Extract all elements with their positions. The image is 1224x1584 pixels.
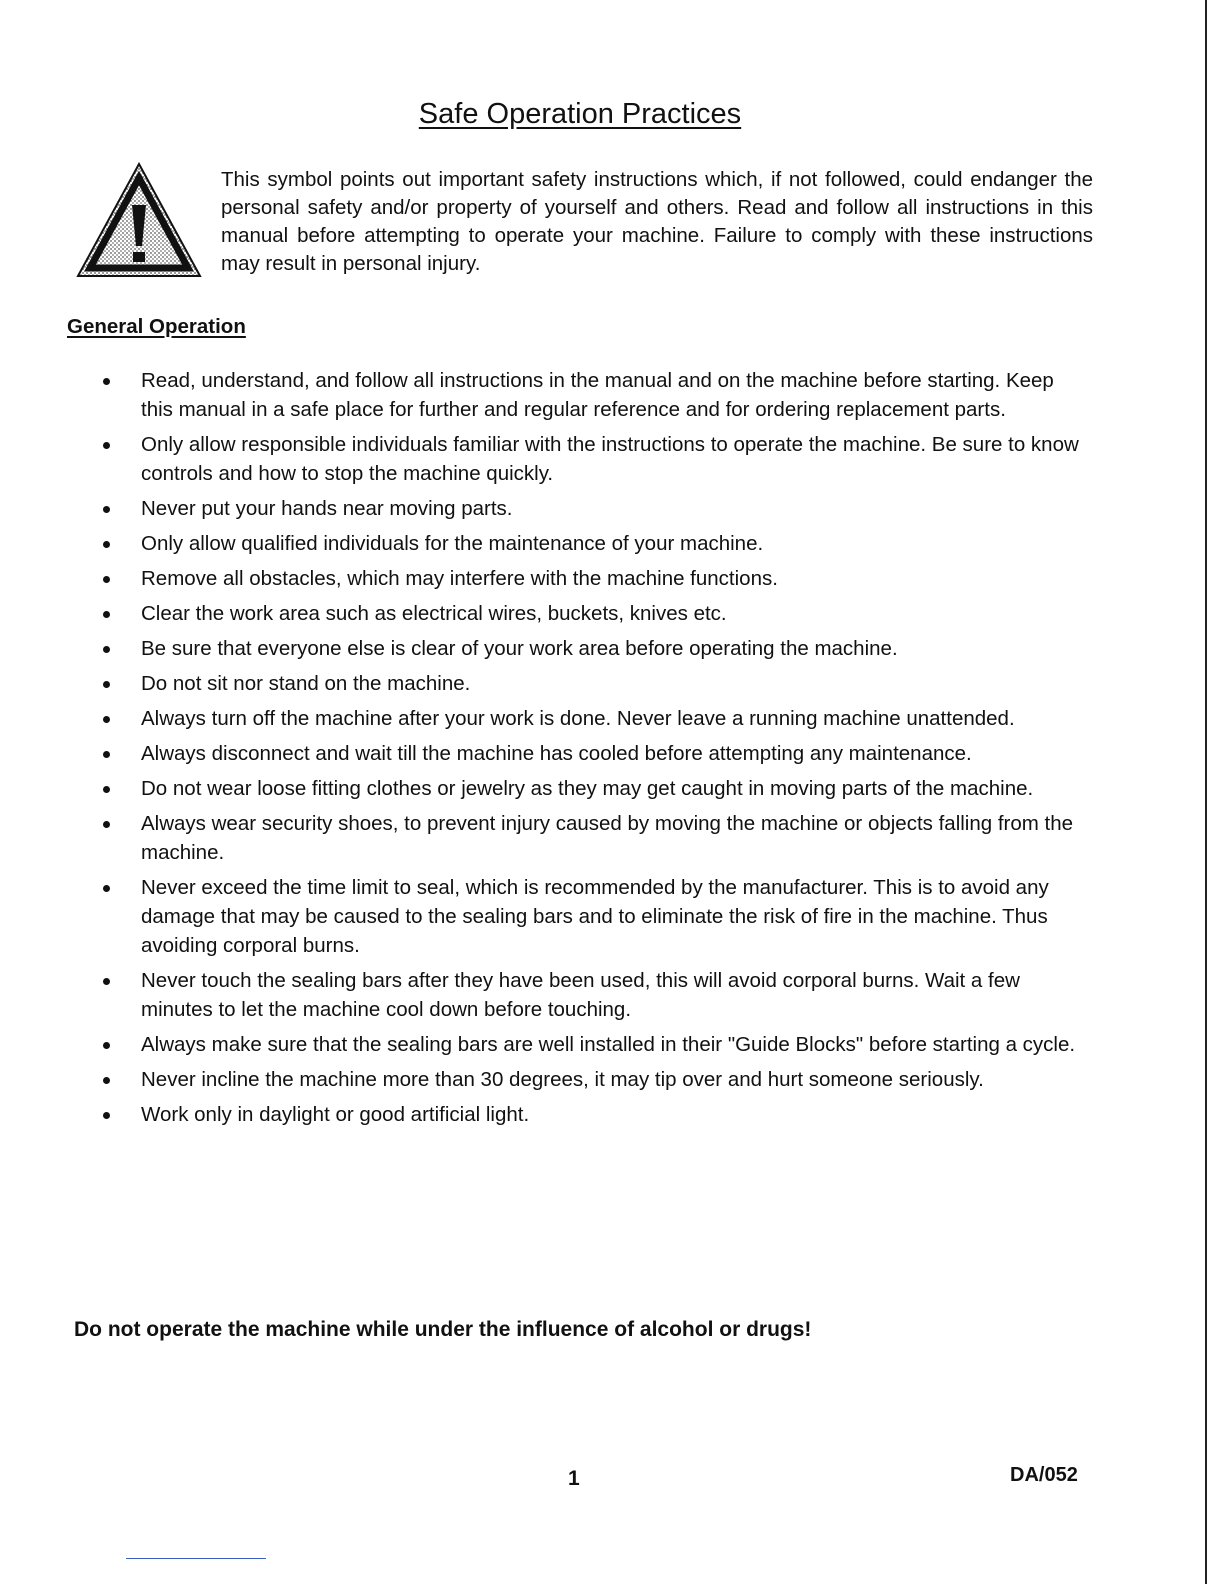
- list-item-text: Only allow qualified individuals for the maintenance of your machine.: [141, 532, 764, 555]
- list-item-text: Always make sure that the sealing bars are well installed in their "Guide Blocks" before starting a cycle.: [141, 1033, 1076, 1056]
- bullet-icon: [103, 506, 110, 513]
- list-item-text: Read, understand, and follow all instructions in the manual and on the machine before starting. Keep this manual in a safe place for further and regular reference and for ordering replacement parts.: [141, 369, 1054, 421]
- list-item: [100, 873, 1090, 960]
- list-item: [100, 529, 1090, 558]
- bullet-icon: [103, 541, 110, 548]
- safety-bullet-list: [100, 366, 1090, 1135]
- list-item-text: Never put your hands near moving parts.: [141, 497, 513, 520]
- list-item-text: Never incline the machine more than 30 degrees, it may tip over and hurt someone seriously.: [141, 1068, 984, 1091]
- intro-paragraph: This symbol points out important safety instructions which, if not followed, could endanger the personal safety and/or property of yourself and others. Read and follow all instructions in this manual before attempting to operate your machine. Failure to comply with these instructions may result in personal injury.: [221, 168, 1093, 275]
- page-number: 1: [568, 1467, 580, 1490]
- document-code: DA/052: [1010, 1464, 1078, 1486]
- list-item-text: Never exceed the time limit to seal, which is recommended by the manufacturer. This is to avoid any damage that may be caused to the sealing bars and to eliminate the risk of fire in the machine. Thus avoiding corporal burns.: [141, 876, 1049, 957]
- list-item: [100, 564, 1090, 593]
- bullet-icon: [103, 378, 110, 385]
- footer-warning: Do not operate the machine while under the influence of alcohol or drugs!: [74, 1318, 812, 1341]
- list-item: [100, 774, 1090, 803]
- bullet-icon: [103, 1077, 110, 1084]
- bullet-icon: [103, 442, 110, 449]
- scan-edge-line: [1205, 0, 1207, 1584]
- bullet-icon: [103, 646, 110, 653]
- list-item: [100, 739, 1090, 768]
- list-item: [100, 809, 1090, 867]
- bullet-icon: [103, 716, 110, 723]
- list-item-text: Be sure that everyone else is clear of your work area before operating the machine.: [141, 637, 898, 660]
- list-item-text: Never touch the sealing bars after they have been used, this will avoid corporal burns. Wait a few minutes to let the machine cool down before touching.: [141, 969, 1020, 1021]
- list-item: [100, 599, 1090, 628]
- list-item-text: Always disconnect and wait till the machine has cooled before attempting any maintenance.: [141, 742, 972, 765]
- list-item: [100, 966, 1090, 1024]
- bullet-icon: [103, 978, 110, 985]
- bullet-icon: [103, 885, 110, 892]
- page-title: Safe Operation Practices: [418, 98, 742, 130]
- list-item-text: Work only in daylight or good artificial light.: [141, 1103, 530, 1126]
- list-item-text: Clear the work area such as electrical wires, buckets, knives etc.: [141, 602, 727, 625]
- bullet-icon: [103, 821, 110, 828]
- bottom-rule-line: [126, 1558, 266, 1559]
- bullet-icon: [103, 611, 110, 618]
- list-item-text: Only allow responsible individuals familiar with the instructions to operate the machine. Be sure to know controls and how to stop the machine quickly.: [141, 433, 1079, 485]
- list-item: [100, 669, 1090, 698]
- list-item: [100, 366, 1090, 424]
- bullet-icon: [103, 576, 110, 583]
- bullet-icon: [103, 681, 110, 688]
- list-item: [100, 634, 1090, 663]
- warning-triangle-icon: [74, 160, 204, 282]
- list-item: [100, 1100, 1090, 1129]
- bullet-icon: [103, 751, 110, 758]
- list-item-text: Remove all obstacles, which may interfere with the machine functions.: [141, 567, 778, 590]
- list-item: [100, 1030, 1090, 1059]
- list-item: [100, 430, 1090, 488]
- section-heading: General Operation: [67, 315, 246, 338]
- bullet-icon: [103, 786, 110, 793]
- list-item-text: Do not sit nor stand on the machine.: [141, 672, 471, 695]
- list-item-text: Do not wear loose fitting clothes or jewelry as they may get caught in moving parts of the machine.: [141, 777, 1034, 800]
- list-item-text: Always wear security shoes, to prevent injury caused by moving the machine or objects falling from the machine.: [141, 812, 1074, 864]
- list-item: [100, 1065, 1090, 1094]
- bullet-icon: [103, 1042, 110, 1049]
- bullet-icon: [103, 1112, 110, 1119]
- list-item: [100, 494, 1090, 523]
- list-item-text: Always turn off the machine after your work is done. Never leave a running machine unattended.: [141, 707, 1015, 730]
- list-item: [100, 704, 1090, 733]
